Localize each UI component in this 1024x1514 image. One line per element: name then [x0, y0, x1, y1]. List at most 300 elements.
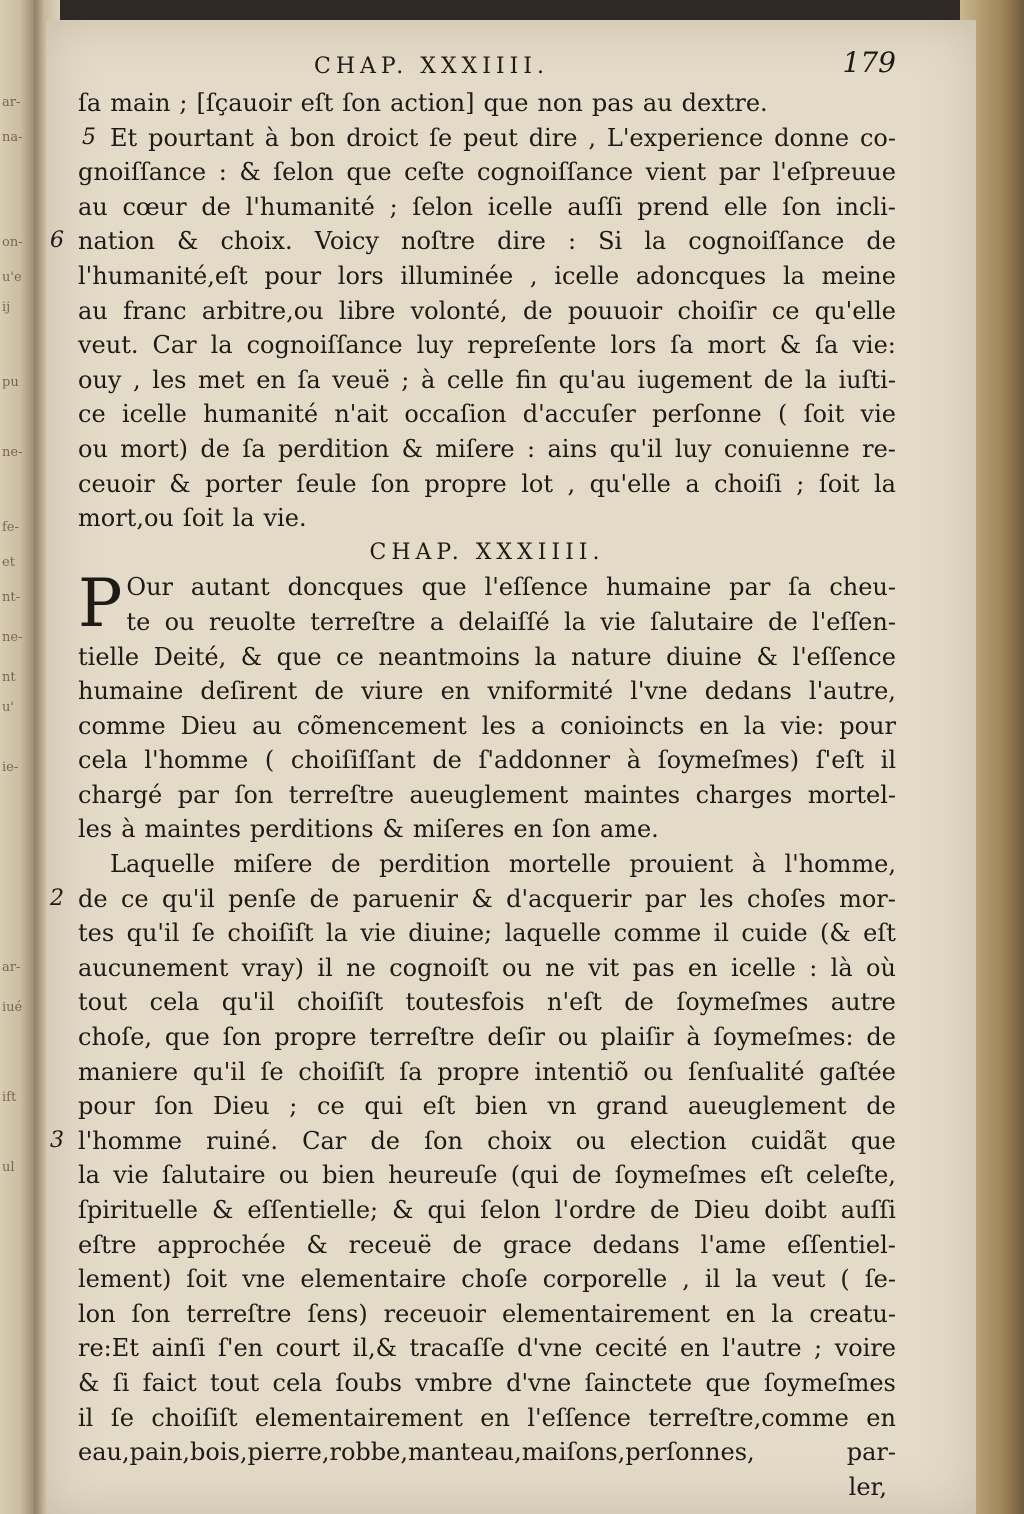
text-line — [78, 1331, 896, 1366]
word: la — [210, 331, 233, 360]
word: ſ'en — [217, 1334, 264, 1363]
word: & — [779, 331, 802, 360]
word: ler, — [848, 1472, 887, 1501]
word: pouuoir — [567, 296, 663, 325]
word: à — [751, 850, 766, 879]
word: ſ'addonner — [478, 746, 611, 775]
word: : — [527, 434, 536, 463]
text-line — [78, 951, 896, 986]
word: choix — [487, 1126, 552, 1155]
word: celle — [446, 365, 505, 394]
word: maintes — [144, 815, 241, 844]
word: en — [440, 677, 471, 706]
word: fin — [515, 365, 548, 394]
word: où — [866, 953, 896, 982]
word: Si — [598, 227, 623, 256]
word: ce — [78, 400, 106, 429]
word: ainſi — [151, 1334, 206, 1363]
word: lon — [78, 1299, 116, 1328]
word: de — [650, 1196, 680, 1224]
word: doibt — [764, 1196, 827, 1224]
word: ſoubs — [335, 1368, 402, 1397]
word: que — [346, 158, 392, 187]
previous-page-fragment: et — [2, 555, 15, 570]
chapter-body — [50, 565, 896, 1504]
word: cognoiſſance — [477, 158, 634, 187]
word: pour — [78, 1092, 135, 1121]
previous-page-fragment: ij — [2, 300, 11, 315]
text-line — [78, 294, 896, 329]
word: les — [78, 815, 113, 844]
word: Dieu — [180, 711, 238, 740]
word: ſelon — [412, 192, 474, 221]
text-line — [78, 743, 896, 778]
word: aucunement — [78, 953, 229, 982]
word: : — [218, 158, 227, 187]
word: l'humanité — [245, 192, 375, 221]
word: ſoymeſmes — [614, 1161, 747, 1190]
word: & — [78, 1368, 100, 1397]
word: de — [432, 746, 462, 775]
word: vie — [600, 607, 636, 636]
word: cela — [78, 746, 128, 775]
word: auſſi — [840, 1196, 896, 1224]
previous-page-fragment: ie- — [2, 760, 19, 775]
text-line — [78, 1366, 896, 1401]
word: de — [866, 1023, 896, 1052]
word: : — [567, 227, 577, 256]
word: ſoit — [803, 400, 845, 429]
word: celeſte, — [806, 1161, 896, 1190]
word: : — [809, 953, 818, 982]
word: eſſentielle; — [247, 1196, 379, 1224]
word: & — [240, 642, 263, 671]
word: pourtant — [148, 123, 254, 152]
word: elementairement — [501, 1299, 710, 1328]
word: par — [729, 573, 771, 602]
word: ame. — [599, 815, 659, 844]
word: vit — [588, 953, 620, 982]
word: vie — [360, 919, 396, 948]
word: ſa — [670, 331, 694, 360]
word: autant — [190, 573, 270, 602]
chapter-heading: CHAP. XXXIIII. — [369, 539, 605, 565]
word: l'homme — [78, 1126, 182, 1155]
word: re:Et — [78, 1334, 139, 1363]
word: choiſi — [714, 469, 782, 498]
word: que — [483, 89, 529, 117]
word: choſes — [746, 884, 826, 913]
word: autre — [830, 988, 896, 1017]
text-line — [78, 1470, 896, 1505]
word: corporelle — [542, 1265, 668, 1294]
word: ſon — [154, 1092, 194, 1121]
word: a — [685, 469, 700, 498]
word: elle — [723, 192, 768, 221]
word: veut. — [78, 331, 139, 360]
word: [ſçauoir — [196, 89, 292, 117]
word: l'vne — [630, 677, 688, 706]
word: mort,ou — [78, 504, 174, 533]
word: eſſentiel- — [786, 1230, 896, 1259]
word: election — [629, 1126, 727, 1155]
word: mortelle — [508, 850, 611, 879]
text-line — [78, 155, 896, 190]
word: à — [264, 123, 280, 152]
word: cuidãt — [750, 1126, 827, 1155]
word: elementairement — [254, 1403, 463, 1432]
text-line — [50, 224, 896, 259]
word: au — [642, 89, 673, 117]
word: Laquelle — [110, 850, 215, 879]
word: (qui — [510, 1161, 559, 1190]
word: la — [78, 1161, 100, 1190]
word: il — [704, 1265, 721, 1294]
word: ; — [796, 469, 805, 498]
word: ce — [336, 642, 364, 671]
word: de — [768, 607, 798, 636]
word: ſa — [297, 365, 321, 394]
text-line — [78, 1262, 896, 1297]
word: à — [420, 365, 436, 394]
word: ſainctete — [584, 1368, 693, 1397]
word: ; — [179, 89, 188, 117]
word: heureuſe — [388, 1161, 498, 1190]
word: ſon — [371, 469, 410, 498]
word: chargé — [78, 780, 163, 809]
word: Our — [126, 573, 174, 602]
word: de — [624, 988, 654, 1017]
margin-number: 2 — [50, 885, 64, 911]
word: & — [177, 227, 199, 256]
word: propre — [424, 469, 507, 498]
word: choiſiſt — [227, 919, 314, 948]
word: prend — [637, 192, 710, 221]
word: reuolte — [208, 607, 296, 636]
previous-page-fragment: ift — [2, 1090, 17, 1105]
word: la — [735, 1265, 758, 1294]
word: approchée — [157, 1230, 286, 1259]
word: propre — [274, 1023, 357, 1052]
previous-page-fragment: ar- — [2, 95, 21, 110]
word: choix. — [220, 227, 293, 256]
word: Et — [110, 123, 138, 152]
word: occaſion — [404, 400, 507, 429]
word: eſt — [300, 89, 334, 117]
text-line — [78, 363, 896, 398]
word: vray) — [241, 953, 305, 982]
previous-page-fragment: pu — [2, 375, 19, 390]
word: ſe — [191, 919, 215, 948]
running-head — [78, 46, 896, 86]
word: de — [200, 434, 230, 463]
word: & — [169, 469, 191, 498]
word: tielle — [78, 642, 140, 671]
margin-number: 3 — [50, 1127, 64, 1153]
word: n'ait — [334, 400, 389, 429]
word: choiſiſſant — [290, 746, 416, 775]
word: ſoit — [186, 1265, 228, 1294]
word: d'vne — [517, 1334, 583, 1363]
word: court — [275, 1334, 341, 1363]
word: en — [256, 365, 286, 394]
previous-page-fragment: u'e — [2, 270, 22, 285]
word: la — [782, 261, 805, 290]
word: perdition — [379, 850, 491, 879]
word: porter — [205, 469, 282, 498]
text-line — [78, 812, 896, 847]
word: terreſtre,comme — [648, 1403, 849, 1432]
word: cecité — [594, 1334, 668, 1363]
text-line — [78, 1401, 896, 1436]
word: au — [78, 296, 108, 325]
word: a — [429, 607, 445, 636]
word: de — [763, 365, 794, 394]
word: tracaſſe — [409, 1334, 505, 1363]
text-line — [110, 847, 896, 882]
word: perdition — [277, 434, 390, 463]
word: cela — [149, 988, 200, 1017]
word: laquelle — [504, 919, 602, 948]
word: la — [325, 919, 348, 948]
word: terreſtre — [310, 607, 416, 636]
running-head-title: CHAP. XXXIIII. — [314, 54, 549, 79]
word: ( — [777, 400, 788, 429]
word: de — [201, 192, 231, 221]
word: lors — [337, 261, 384, 290]
text-line — [78, 1055, 896, 1090]
word: à — [686, 1023, 701, 1052]
word: il — [78, 1403, 94, 1432]
word: la — [771, 1299, 794, 1328]
word: à — [121, 815, 136, 844]
text-line — [78, 467, 896, 502]
word: par — [177, 780, 219, 809]
word: a — [530, 711, 546, 740]
word: cognoiſſance — [246, 331, 403, 360]
word: en — [866, 1403, 896, 1432]
word: ce — [317, 1092, 345, 1121]
word: luy — [674, 434, 712, 463]
word: nature — [571, 642, 652, 671]
word: , — [133, 365, 141, 394]
word: pas — [632, 953, 675, 982]
word: & — [471, 884, 493, 913]
word: ou — [557, 1023, 588, 1052]
word: ou — [575, 1126, 606, 1155]
word: en — [513, 815, 544, 844]
word: lors — [610, 331, 657, 360]
word: ſoit — [182, 504, 224, 533]
word: il — [880, 746, 896, 775]
word: ſe — [429, 123, 453, 152]
text-line — [78, 916, 896, 951]
word: (& — [819, 919, 851, 948]
word: ſon — [131, 1299, 171, 1328]
word: illuminée — [400, 261, 514, 290]
word: ou — [164, 607, 195, 636]
text-line — [126, 605, 896, 640]
drop-capital: P — [78, 565, 123, 643]
word: de — [452, 1230, 483, 1259]
word: l'eſpreuue — [772, 158, 896, 187]
word: à — [626, 746, 642, 775]
word: ſa — [78, 89, 102, 117]
word: ſ'eſt — [815, 746, 864, 775]
word: l'eſſen- — [811, 607, 896, 636]
word: vniformité — [487, 677, 614, 706]
word: choiſiſt — [296, 988, 384, 1017]
word: par- — [846, 1438, 896, 1467]
word: il — [317, 953, 333, 982]
word: & — [401, 434, 424, 463]
word: l'homme — [144, 746, 249, 775]
word: ſa — [242, 434, 266, 463]
word: comme — [78, 711, 166, 740]
word: ſi — [112, 1368, 130, 1397]
word: te — [126, 607, 151, 636]
word: dire — [528, 123, 578, 152]
word: de — [309, 884, 340, 913]
word: & — [306, 1230, 328, 1259]
word: maintes — [583, 780, 681, 809]
word: ſalutaire — [161, 1161, 266, 1190]
word: icelle — [121, 400, 187, 429]
word: ou — [501, 953, 532, 982]
word: en — [480, 1403, 510, 1432]
word: les — [481, 711, 516, 740]
text-line — [78, 501, 896, 536]
word: meine — [821, 261, 896, 290]
text-line — [78, 1435, 896, 1470]
text-line — [78, 1297, 896, 1332]
word: la — [563, 607, 586, 636]
word: les — [152, 365, 187, 394]
word: il — [713, 919, 729, 948]
word: choſe — [461, 1265, 528, 1294]
word: ce — [771, 296, 800, 325]
text-line — [78, 709, 896, 744]
previous-page-fragment: na- — [2, 130, 23, 145]
word: au — [78, 192, 108, 221]
word: dextre. — [681, 89, 768, 117]
word: met — [198, 365, 245, 394]
word: veut — [772, 1265, 826, 1294]
word: en — [725, 1299, 756, 1328]
word: iuſti- — [838, 365, 896, 394]
word: ſelon — [480, 1196, 541, 1224]
word: iugement — [637, 365, 753, 394]
word: dedans — [592, 1230, 680, 1259]
word: ; — [389, 192, 398, 221]
word: & — [756, 642, 778, 671]
word: terreſtre — [369, 1023, 475, 1052]
word: ſon — [342, 89, 382, 117]
word: elementaire — [300, 1265, 447, 1294]
word: diuine — [666, 642, 742, 671]
word: propre — [437, 1057, 520, 1086]
word: ſoymeſmes: — [713, 1023, 854, 1052]
word: ſon — [234, 780, 274, 809]
word: de — [331, 850, 361, 879]
word: , — [529, 261, 538, 290]
word: l'homme, — [784, 850, 896, 879]
word: vie — [113, 1161, 149, 1190]
word: & — [239, 158, 261, 187]
word: perſonne — [652, 400, 762, 429]
previous-page-fragment: nt- — [2, 590, 20, 605]
word: vie. — [263, 504, 307, 533]
word: Voicy — [314, 227, 379, 256]
word: là — [830, 953, 853, 982]
word: qui — [364, 1092, 403, 1121]
text-line — [78, 86, 896, 121]
word: creatu- — [809, 1299, 896, 1328]
word: comme — [613, 919, 702, 948]
word: ou — [278, 1161, 309, 1190]
word: ou — [643, 1057, 674, 1086]
word: terreſtre — [186, 1299, 292, 1328]
word: peut — [463, 123, 518, 152]
text-line — [82, 121, 896, 156]
word: cõmencement — [296, 711, 467, 740]
word: mort — [707, 331, 766, 360]
word: eſtre — [78, 1230, 137, 1259]
word: la — [644, 227, 667, 256]
word: qu'elle — [589, 469, 671, 498]
text-line — [78, 1020, 896, 1055]
word: ains — [547, 434, 598, 463]
word: ſens) — [307, 1299, 368, 1328]
previous-page-fragment: iué — [2, 1000, 23, 1015]
word: ſoymeſmes — [676, 988, 809, 1017]
text-line — [78, 1193, 896, 1228]
word: cuide — [741, 919, 808, 948]
word: n'eſt — [547, 988, 602, 1017]
word: qu'au — [558, 365, 626, 394]
word: en — [687, 953, 718, 982]
previous-page-fragment: nt — [2, 670, 16, 685]
word: non — [537, 89, 583, 117]
previous-page-fragment: on- — [2, 235, 23, 250]
previous-page-fragment: ne- — [2, 630, 23, 645]
word: Car — [152, 331, 197, 360]
text-line — [78, 259, 896, 294]
word: icelle — [487, 192, 553, 221]
word: prouient — [629, 850, 734, 879]
word: volonté, — [410, 296, 508, 325]
word: vie: — [852, 331, 896, 360]
word: l'autre, — [808, 677, 896, 706]
word: & — [382, 815, 404, 844]
word: ſoit — [818, 469, 860, 498]
word: Deité, — [153, 642, 227, 671]
word: cœur — [122, 192, 187, 221]
word: eau,pain,bois,pierre,robbe,manteau,maiſons,perſonnes, — [78, 1438, 755, 1467]
margin-number: 6 — [50, 228, 64, 254]
word: noſtre — [401, 227, 476, 256]
word: , — [588, 123, 596, 152]
word: deſir — [487, 1023, 546, 1052]
word: par — [644, 884, 687, 913]
word: plaiſir — [600, 1023, 674, 1052]
word: intentiõ — [534, 1057, 629, 1086]
page-text — [50, 46, 896, 1504]
word: deſirent — [200, 677, 298, 706]
word: humaine — [78, 677, 184, 706]
word: l'ame — [700, 1230, 767, 1259]
word: receuë — [348, 1230, 432, 1259]
